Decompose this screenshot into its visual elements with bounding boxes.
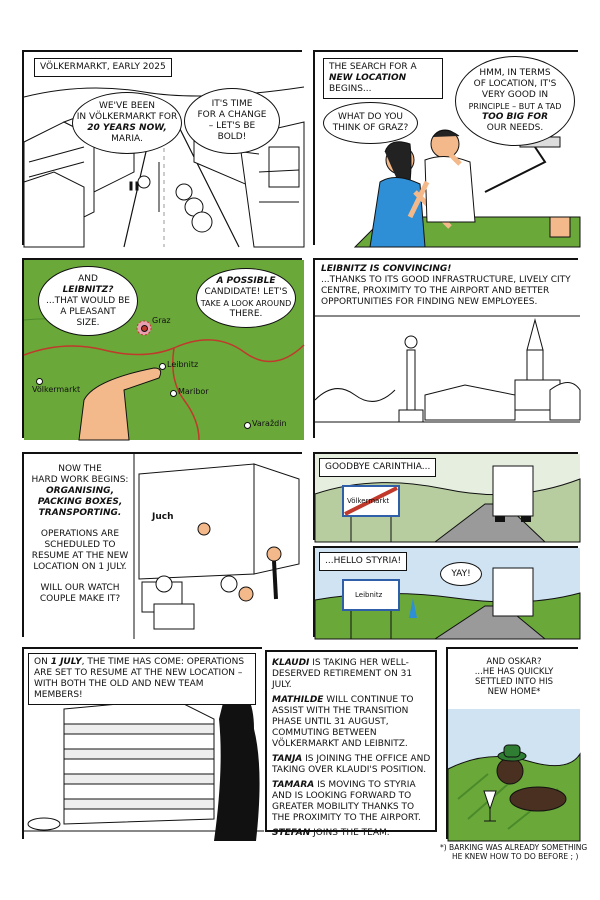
city-dot [141,325,148,332]
moving-line: WILL OUR WATCH [40,583,120,593]
bubble-line: TAKE A LOOK AROUND [200,299,292,308]
truck-brand: Juch [152,512,174,522]
footnote-line: HE KNEW HOW TO DO BEFORE ; ) [452,852,579,861]
team-list [272,658,434,839]
bubble-line: OUR NEEDS. [486,123,544,133]
bubble-line: AND [78,273,98,284]
panel-caption [323,58,443,99]
speech-bubble-leibnitz [38,266,138,336]
city-label-voelkermarkt: Völkermarkt [32,385,81,394]
street-illustration [24,52,304,247]
bubble-line: IN VÖLKERMARKT FOR [76,112,178,122]
caption-text: ON [34,657,51,667]
oskar-caption [450,657,578,697]
moving-line: HARD WORK BEGINS: [31,475,129,485]
speech-bubble-yay: YAY! [440,562,482,586]
team-name: TAMARA [272,780,315,790]
city-label-maribor: Maribor [178,387,209,396]
team-item [272,658,434,691]
panel-caption [28,653,256,705]
footnote-line: *) BARKING WAS ALREADY SOMETHING [440,843,588,852]
bubble-line: IT'S TIME [211,99,253,109]
bubble-line: ...THAT WOULD BE [46,295,130,306]
team-text: JOINS THE TEAM. [310,828,390,838]
moving-emphasis: TRANSPORTING. [38,508,122,518]
city-label-varazdin: Varaždin [252,419,287,428]
speech-bubble-graz-question [323,102,418,144]
moving-line: COUPLE MAKE IT? [39,594,121,604]
panel-caption: VÖLKERMARKT, EARLY 2025 [34,58,172,77]
bubble-line: BOLD! [217,132,247,142]
team-item [272,695,434,750]
panel-oskar [446,647,578,839]
panel-goodbye [313,452,578,540]
team-name: MATHILDE [272,695,324,705]
team-text: IS MOVING TO STYRIA AND IS LOOKING FORWARD TO GREATER MOBILITY THANKS TO THE PROXIMITY TO THE AIRPORT. [272,780,421,823]
bubble-line: MARIA. [111,134,143,144]
oskar-line: AND OSKAR? [486,657,542,667]
team-text: IS JOINING THE OFFICE AND TAKING OVER KLAUDI'S POSITION. [272,754,431,775]
team-text: IS TAKING HER WELL-DESERVED RETIREMENT ON 31 JULY. [272,658,413,690]
bubble-line: FOR A CHANGE [197,110,267,120]
panel-caption: GOODBYE CARINTHIA... [319,458,436,477]
caption-emphasis: 1 JULY [50,657,82,667]
bubble-line: – LET'S BE [208,121,256,131]
bubble-line: HMM, IN TERMS [479,68,551,78]
oskar-line: SETTLED INTO HIS [474,677,554,687]
panel-moving [22,452,302,637]
speech-bubble-too-big [455,56,575,146]
leibnitz-text-block [321,264,571,308]
bubble-line: WE'VE BEEN [98,101,156,111]
team-item [272,780,434,824]
bubble-line: PRINCIPLE – BUT A TAD [468,102,562,111]
bubble-line: VERY GOOD IN [481,90,549,100]
bubble-line: WHAT DO YOU [337,112,404,122]
moving-emphasis: PACKING BOXES, [37,497,123,507]
bubble-line: SIZE. [76,317,100,328]
caption-emphasis: NEW LOCATION [329,73,407,83]
team-item [272,828,434,839]
footnote [440,843,590,861]
moving-text-block [28,464,132,605]
oskar-line: NEW HOME* [487,687,541,697]
leibnitz-text: ...THANKS TO ITS GOOD INFRASTRUCTURE, LIVELY CITY CENTRE, PROXIMITY TO THE AIRPORT AND BETTER OPPORTUNITIES FOR FINDING NEW EMPLOYEES. [321,275,571,307]
panel-voelkermarkt [22,50,302,245]
panel-caption: ...HELLO STYRIA! [319,552,407,571]
caption-text: , THE TIME HAS COME: OPERATIONS ARE SET TO RESUME AT THE NEW LOCATION – WITH BOTH THE OLD AND NEW TEAM MEMBERS! [34,657,245,700]
leibnitz-title: LEIBNITZ IS CONVINCING! [321,264,452,274]
caption-text: THE SEARCH FOR A [329,62,417,72]
oskar-line: ...HE HAS QUICKLY [474,667,554,677]
team-name: STEFAN [272,828,311,838]
speech-bubble-change [184,88,280,154]
bubble-line: THINK OF GRAZ? [332,123,409,133]
panel-leibnitz-convincing [313,258,578,438]
bubble-line: OF LOCATION, IT'S [473,79,557,89]
panel-new-building [22,647,262,839]
city-dot [159,363,166,370]
caption-text: BEGINS... [329,84,372,94]
speech-bubble-candidate [196,268,296,328]
moving-line: RESUME AT THE NEW [31,551,129,561]
bubble-line: TOO BIG FOR [481,112,549,122]
city-dot [244,422,251,429]
speech-bubble-20-years [72,92,182,154]
sign-leibnitz: Leibnitz [355,591,383,599]
bubble-line: 20 YEARS NOW, [87,123,167,133]
moving-line: OPERATIONS ARE [40,529,120,539]
team-name: TANJA [272,754,303,764]
city-label-graz: Graz [152,316,171,325]
bubble-line: THERE. [229,309,263,319]
city-dot [36,378,43,385]
moving-line: SCHEDULED TO [44,540,116,550]
panel-team [265,650,437,838]
moving-line: LOCATION ON 1 JULY. [33,562,127,572]
moving-line: NOW THE [58,464,102,474]
team-text: WILL CONTINUE TO ASSIST WITH THE TRANSITION PHASE UNTIL 31 AUGUST, COMMUTING BETWEEN VÖLKERMARKT AND LEIBNITZ. [272,695,414,749]
bubble-line: CANDIDATE! LET'S [204,287,288,297]
city-label-leibnitz: Leibnitz [167,360,199,369]
sign-voelkermarkt: Völkermarkt [347,497,390,505]
bubble-line: A POSSIBLE [216,276,276,286]
team-item [272,754,434,776]
bubble-line: LEIBNITZ? [62,284,114,295]
moving-emphasis: ORGANISING, [46,486,114,496]
panel-hello [313,546,578,637]
panel-search-location [313,50,578,245]
city-dot [170,390,177,397]
team-name: KLAUDI [272,658,310,668]
bubble-line: A PLEASANT [60,306,116,317]
panel-map [22,258,302,438]
